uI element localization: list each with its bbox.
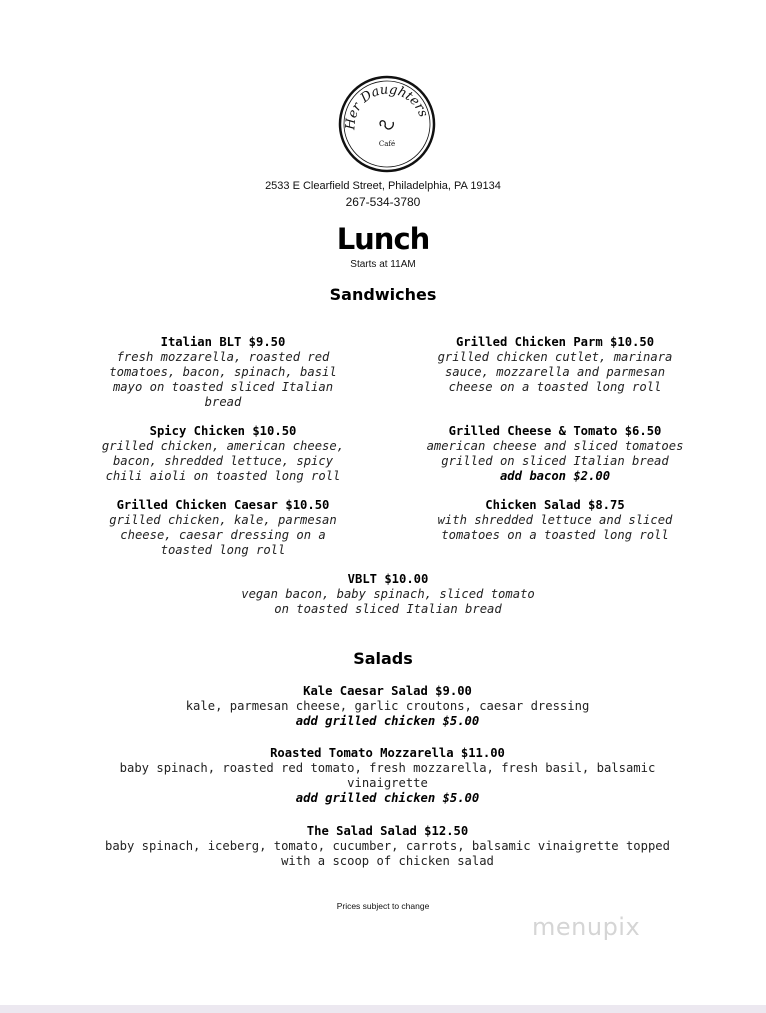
- section-heading-salads: Salads: [353, 649, 413, 668]
- item-name: Chicken Salad $8.75: [485, 498, 625, 512]
- item-name: Grilled Chicken Caesar $10.50: [116, 498, 330, 512]
- logo-seal-icon: [337, 74, 437, 174]
- item-desc: grilled chicken cutlet, marinara: [437, 350, 673, 364]
- svg-text:Her Daughters: Her Daughters: [343, 82, 431, 131]
- section-heading-sandwiches: Sandwiches: [329, 285, 437, 304]
- item-desc: chili aioli on toasted long roll: [105, 469, 341, 483]
- item-desc: baby spinach, iceberg, tomato, cucumber, carrots, balsamic vinaigrette topped: [105, 839, 670, 853]
- item-desc: on toasted sliced Italian bread: [274, 602, 502, 616]
- menu-item: [60, 684, 715, 729]
- item-addon: add grilled chicken $5.00: [295, 714, 480, 728]
- item-name: Roasted Tomato Mozzarella $11.00: [270, 746, 505, 760]
- item-desc: cheese on a toasted long roll: [448, 380, 662, 394]
- address: 2533 E Clearfield Street, Philadelphia, PA 19134: [265, 180, 501, 192]
- menu-item: [183, 572, 593, 617]
- item-name: Grilled Cheese & Tomato $6.50: [448, 424, 662, 438]
- item-desc: toasted long roll: [160, 543, 286, 557]
- item-desc: vinaigrette: [347, 776, 428, 790]
- item-desc: cheese, caesar dressing on a: [120, 528, 326, 542]
- item-desc: american cheese and sliced tomatoes: [426, 439, 684, 453]
- item-desc: kale, parmesan cheese, garlic croutons, caesar dressing: [185, 699, 590, 713]
- menu-item: [80, 498, 366, 558]
- item-desc: fresh mozzarella, roasted red: [116, 350, 330, 364]
- cafe-logo: [337, 74, 437, 174]
- item-name: Kale Caesar Salad $9.00: [303, 684, 472, 698]
- page-title: Lunch: [336, 222, 430, 256]
- item-name: VBLT $10.00: [347, 572, 429, 586]
- item-name: Spicy Chicken $10.50: [149, 424, 297, 438]
- item-desc: mayo on toasted sliced Italian: [112, 380, 334, 394]
- item-desc: sauce, mozzarella and parmesan: [444, 365, 666, 379]
- item-desc: bacon, shredded lettuce, spicy: [112, 454, 334, 468]
- item-desc: bread: [204, 395, 242, 409]
- item-desc: vegan bacon, baby spinach, sliced tomato: [241, 587, 535, 601]
- phone-number: 267-534-3780: [345, 195, 421, 209]
- item-desc: grilled on sliced Italian bread: [441, 454, 669, 468]
- item-desc: with shredded lettuce and sliced: [437, 513, 673, 527]
- item-addon: add grilled chicken $5.00: [295, 791, 480, 805]
- page-subtitle: Starts at 11AM: [350, 259, 416, 270]
- bottom-edge: [0, 1005, 766, 1013]
- menu-item: [400, 424, 710, 484]
- item-addon: add bacon $2.00: [499, 469, 611, 483]
- menu-item: [80, 424, 366, 484]
- item-desc: tomatoes, bacon, spinach, basil: [109, 365, 337, 379]
- item-name: The Salad Salad $12.50: [306, 824, 469, 838]
- item-name: Italian BLT $9.50: [160, 335, 286, 349]
- menu-item: [60, 746, 715, 806]
- item-desc: tomatoes on a toasted long roll: [441, 528, 669, 542]
- item-desc: baby spinach, roasted red tomato, fresh mozzarella, fresh basil, balsamic: [119, 761, 656, 775]
- menu-item: [80, 335, 366, 410]
- item-desc: grilled chicken, kale, parmesan: [109, 513, 337, 527]
- item-desc: grilled chicken, american cheese,: [101, 439, 345, 453]
- item-name: Grilled Chicken Parm $10.50: [455, 335, 655, 349]
- menu-item: [60, 824, 715, 869]
- item-desc: with a scoop of chicken salad: [281, 854, 494, 868]
- price-disclaimer: Prices subject to change: [336, 901, 430, 911]
- menu-item: [405, 335, 705, 395]
- menu-item: [405, 498, 705, 543]
- watermark: menupix: [532, 913, 641, 941]
- svg-text:Café: Café: [378, 140, 396, 148]
